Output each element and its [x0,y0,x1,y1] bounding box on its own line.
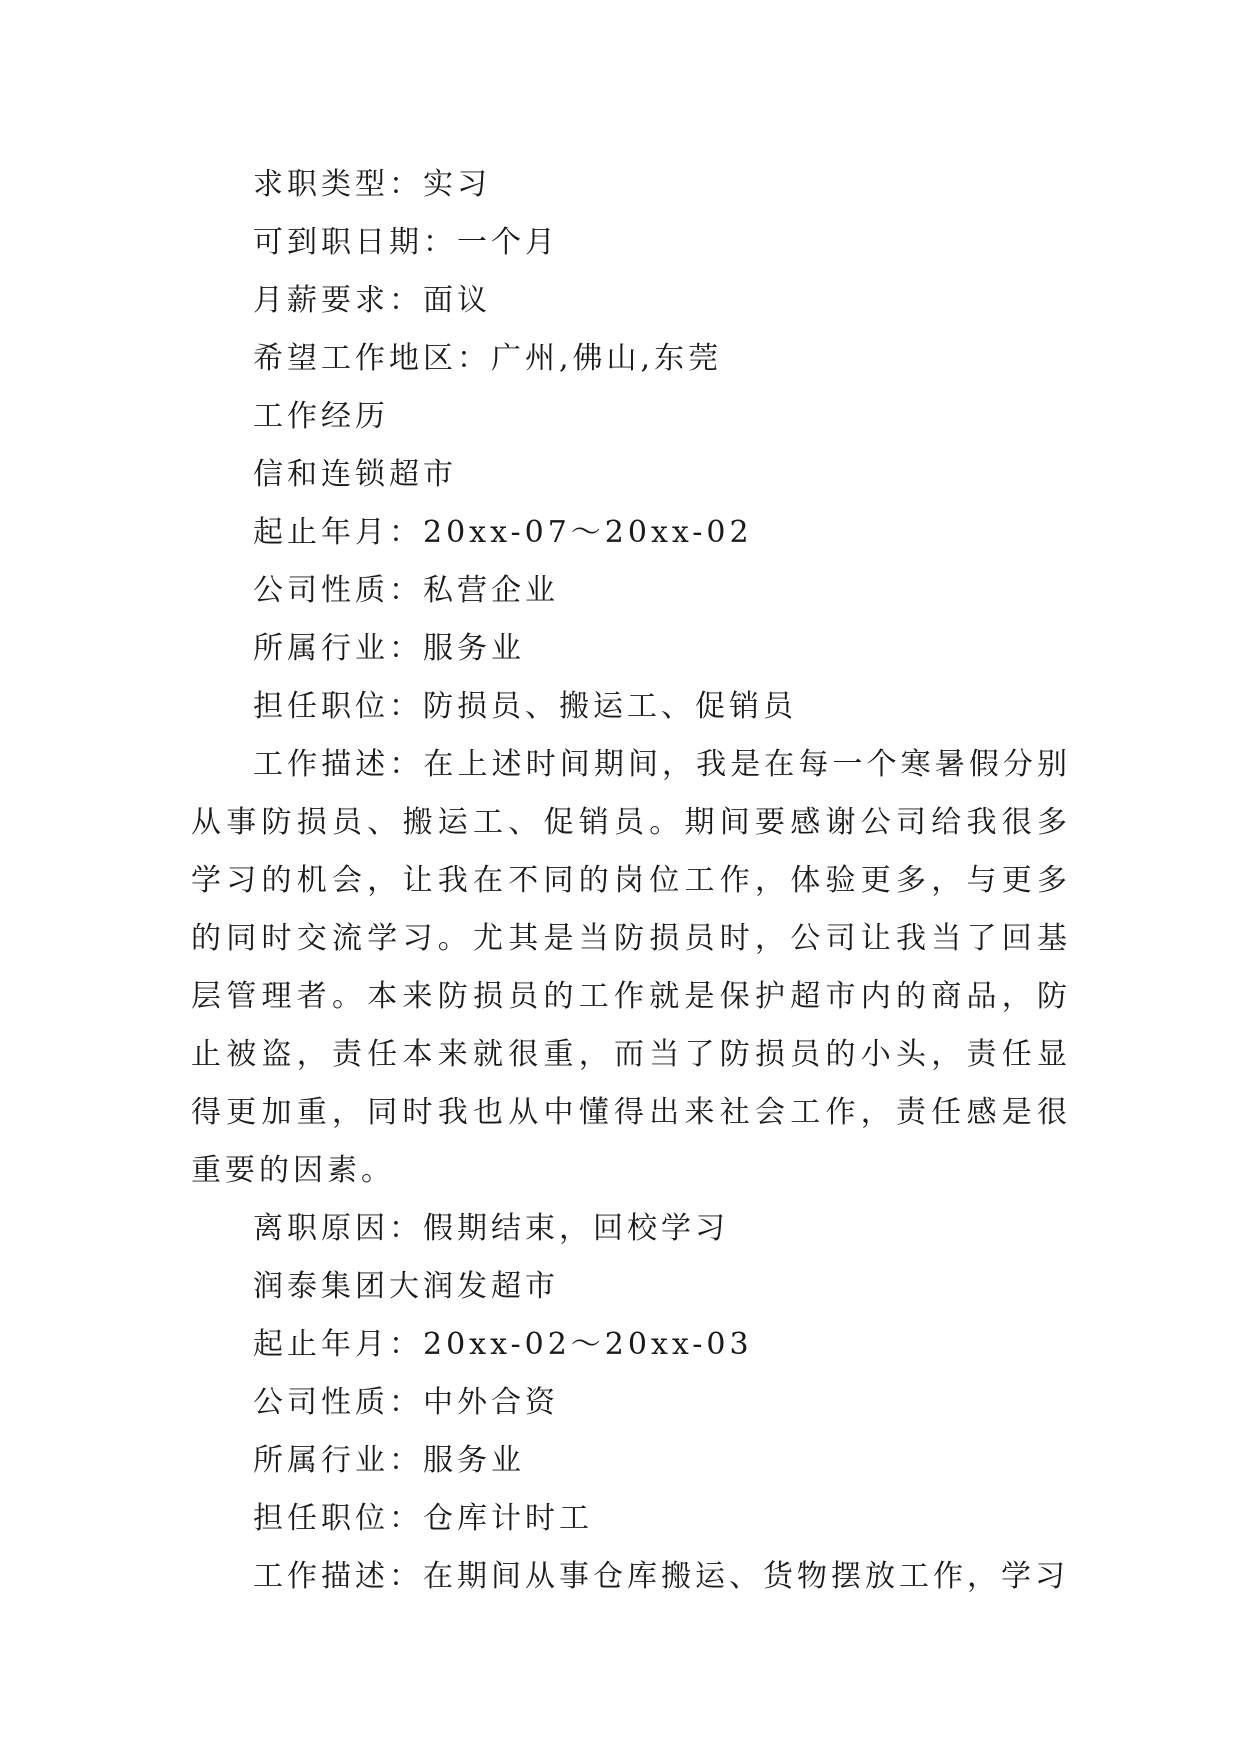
job1-position: 担任职位：防损员、搬运工、促销员 [253,689,797,724]
job1-nature: 公司性质：私营企业 [253,573,559,608]
job1-company: 信和连锁超市 [253,457,457,492]
location-line: 希望工作地区：广州,佛山,东莞 [253,341,723,376]
job1-leave-reason: 离职原因：假期结束，回校学习 [253,1211,729,1246]
job2-description: 工作描述：在期间从事仓库搬运、货物摆放工作，学习 [253,1559,1069,1594]
job-type-line: 求职类型：实习 [253,167,491,202]
section-title: 工作经历 [253,399,389,434]
salary-line: 月薪要求：面议 [253,283,491,318]
job1-period: 起止年月：20xx-07～20xx-02 [253,515,753,550]
job2-company: 润泰集团大润发超市 [253,1269,559,1304]
job2-position: 担任职位：仓库计时工 [253,1501,593,1536]
job2-industry: 所属行业：服务业 [253,1443,525,1478]
resume-document [191,156,1071,1606]
job2-period: 起止年月：20xx-02～20xx-03 [253,1327,753,1362]
job1-description: 工作描述：在上述时间期间，我是在每一个寒暑假分别从事防损员、搬运工、促销员。期间要感谢公司给我很多学习的机会，让我在不同的岗位工作，体验更多，与更多的同时交流学习。尤其是当防损员时，公司让我当了回基层管理者。本来防损员的工作就是保护超市内的商品，防止被盗，责任本来就很重，而当了防损员的小头，责任显得更加重，同时我也从中懂得出来社会工作，责任感是很重要的因素。 [191,747,1071,1188]
job1-industry: 所属行业：服务业 [253,631,525,666]
available-date-line: 可到职日期：一个月 [253,225,559,260]
job2-nature: 公司性质：中外合资 [253,1385,559,1420]
